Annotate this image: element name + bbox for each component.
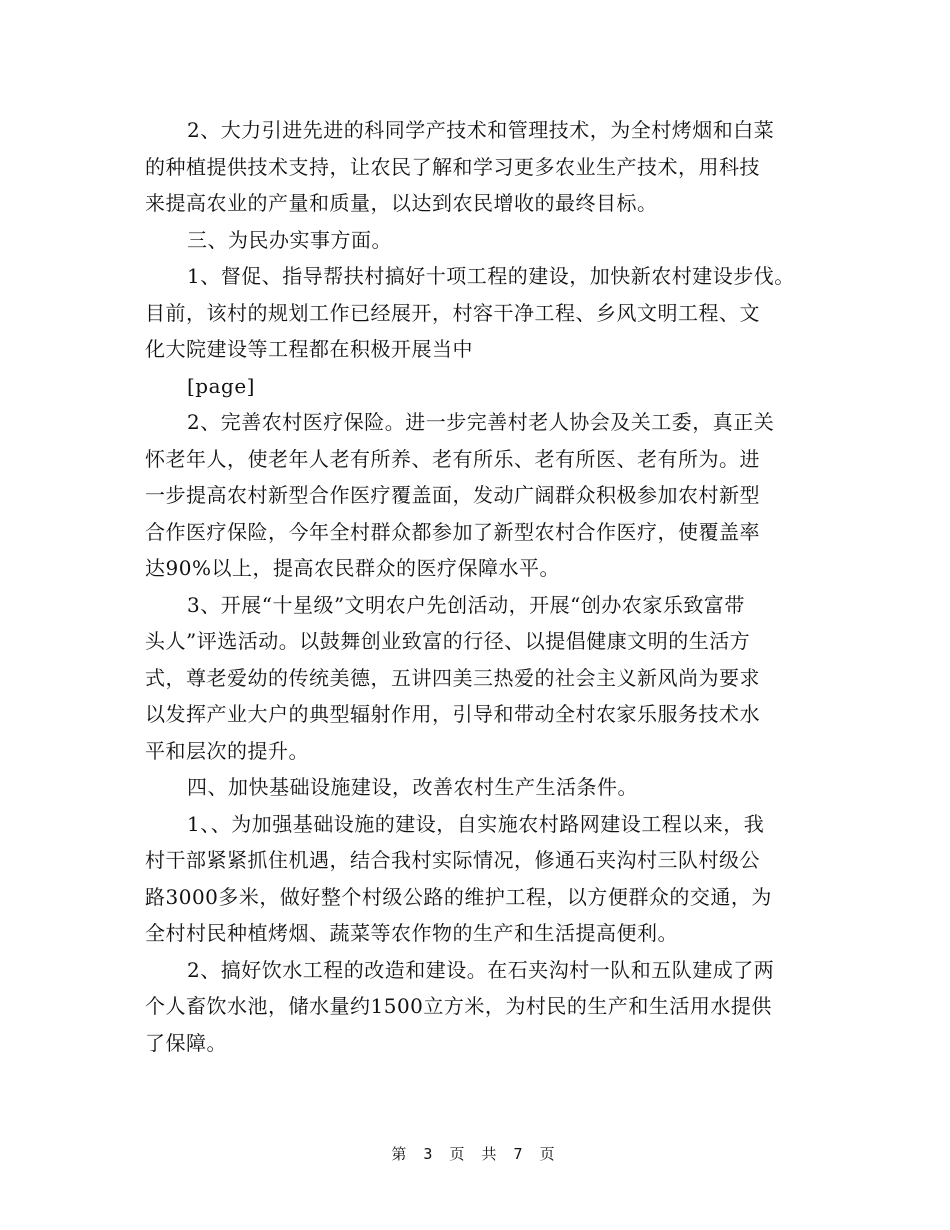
text-line: 2、大力引进先进的科同学产技术和管理技术，为全村烤烟和白菜 <box>187 118 775 142</box>
text-line: 2、完善农村医疗保险。进一步完善村老人协会及关工委，真正关 <box>187 410 775 434</box>
text-line: 平和层次的提升。 <box>145 738 309 763</box>
text-line: 头人”评选活动。以鼓舞创业致富的行径、以提倡健康文明的生活方 <box>145 629 751 653</box>
text-line: 来提高农业的产量和质量，以达到农民增收的最终目标。 <box>145 191 658 215</box>
text-line: 村干部紧紧抓住机遇，结合我村实际情况，修通石夹沟村三队村级公 <box>145 848 760 872</box>
text-line: 2、搞好饮水工程的改造和建设。在石夹沟村一队和五队建成了两 <box>187 957 775 982</box>
text-line: 式，尊老爱幼的传统美德，五讲四美三热爱的社会主义新风尚为要求 <box>145 665 760 690</box>
document-body <box>145 112 835 1061</box>
text-line: 合作医疗保险，今年全村群众都参加了新型农村合作医疗，使覆盖率 <box>145 519 760 544</box>
text-line: 了保障。 <box>145 1030 227 1055</box>
text-line: 个人畜饮水池，储水量约1500立方米，为村民的生产和生活用水提供 <box>145 994 772 1018</box>
text-line: 以发挥产业大户的典型辐射作用，引导和带动全村农家乐服务技术水 <box>145 702 760 726</box>
text-line: 一步提高农村新型合作医疗覆盖面，发动广阔群众积极参加农村新型 <box>145 483 760 507</box>
text-line: 化大院建设等工程都在积极开展当中 <box>145 337 473 361</box>
page-number-footer: 第 3 页 共 7 页 <box>391 1145 559 1163</box>
section-heading: 四、加快基础设施建设，改善农村生产生活条件。 <box>187 775 638 799</box>
text-line: 全村村民种植烤烟、蔬菜等农作物的生产和生活提高便利。 <box>145 921 678 945</box>
text-line: 1、督促、指导帮扶村搞好十项工程的建设，加快新农村建设步伐。 <box>187 264 795 288</box>
page-break-marker: [page] <box>187 373 255 398</box>
section-heading: 三、为民办实事方面。 <box>187 227 392 252</box>
text-line: 目前，该村的规划工作已经展开，村容干净工程、乡风文明工程、文 <box>145 300 760 325</box>
text-line: 怀老年人，使老年人老有所养、老有所乐、老有所医、老有所为。进 <box>145 446 760 471</box>
text-line: 达90%以上，提高农民群众的医疗保障水平。 <box>145 556 560 580</box>
text-line: 路3000多米，做好整个村级公路的维护工程，以方便群众的交通，为 <box>145 884 772 909</box>
text-line: 3、开展“十星级”文明农户先创活动，开展“创办农家乐致富带 <box>187 592 745 617</box>
text-line: 的种植提供技术支持，让农民了解和学习更多农业生产技术，用科技 <box>145 154 760 179</box>
text-line: 1、、为加强基础设施的建设，自实施农村路网建设工程以来，我 <box>187 811 765 836</box>
